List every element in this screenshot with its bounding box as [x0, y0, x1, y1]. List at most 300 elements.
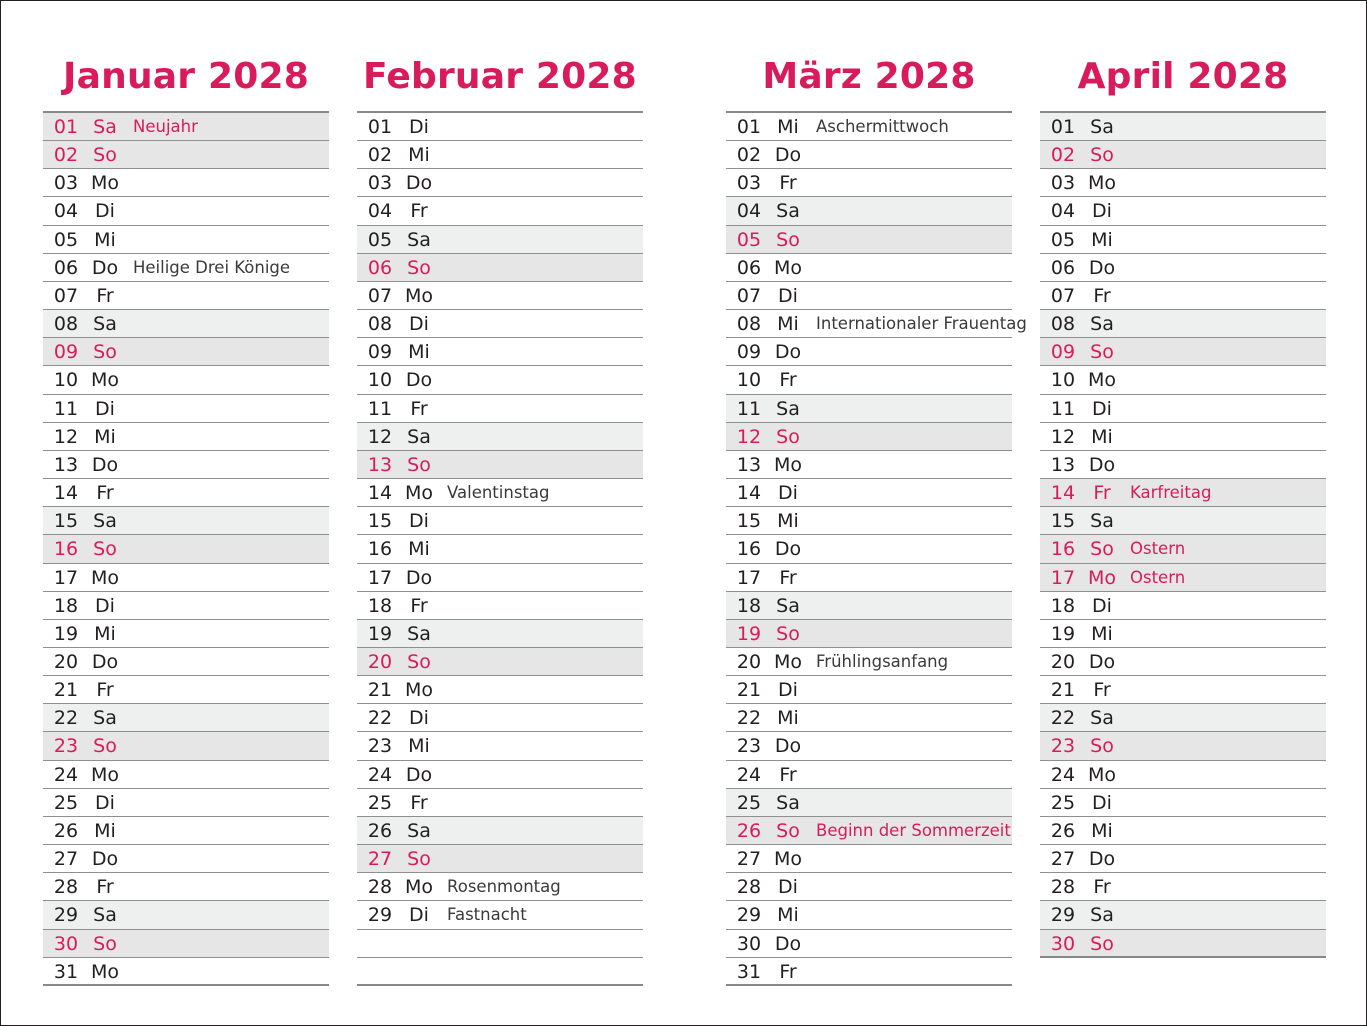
- day-number: 25: [53, 791, 79, 814]
- weekday: Mi: [1091, 622, 1113, 645]
- day-row: [357, 958, 643, 986]
- weekday: Do: [91, 453, 119, 476]
- weekday: So: [1090, 341, 1114, 364]
- day-row: [357, 535, 643, 563]
- day-row: [357, 451, 643, 479]
- day-row: [726, 141, 1012, 169]
- day-row: [726, 338, 1012, 366]
- day-number: 14: [53, 482, 79, 505]
- day-number: 09: [1050, 341, 1076, 364]
- day-row: [1040, 226, 1326, 254]
- weekday: Sa: [1090, 116, 1114, 138]
- day-number: 20: [367, 650, 393, 673]
- day-row: [357, 338, 643, 366]
- day-number: 23: [1050, 735, 1076, 758]
- day-number: 05: [53, 228, 79, 251]
- day-note: Ostern: [1130, 567, 1186, 587]
- day-row: [726, 423, 1012, 451]
- day-row: [1040, 817, 1326, 845]
- day-number: 23: [367, 735, 393, 758]
- weekday: So: [776, 622, 800, 645]
- day-note: Rosenmontag: [447, 877, 561, 897]
- day-row: [43, 366, 329, 394]
- day-number: 23: [736, 735, 762, 758]
- weekday: So: [407, 650, 431, 673]
- weekday: Sa: [776, 791, 800, 814]
- day-number: 10: [367, 369, 393, 392]
- day-row: [1040, 507, 1326, 535]
- day-number: 17: [367, 566, 393, 589]
- weekday: Di: [95, 397, 115, 420]
- day-number: 01: [367, 116, 393, 138]
- day-note: Ostern: [1130, 539, 1186, 559]
- day-row: [43, 141, 329, 169]
- day-row: [43, 873, 329, 901]
- day-number: 08: [1050, 313, 1076, 336]
- weekday: Mi: [94, 228, 116, 251]
- day-row: [43, 197, 329, 225]
- day-row: [357, 817, 643, 845]
- day-list: [357, 111, 643, 986]
- day-note: Frühlingsanfang: [816, 651, 949, 671]
- weekday: Mi: [94, 622, 116, 645]
- day-number: 13: [736, 453, 762, 476]
- weekday: Mo: [1087, 172, 1117, 195]
- day-number: 26: [736, 819, 762, 842]
- day-row: [726, 676, 1012, 704]
- day-number: 25: [736, 791, 762, 814]
- day-number: 12: [1050, 425, 1076, 448]
- day-row: [357, 310, 643, 338]
- weekday: Do: [91, 848, 119, 871]
- day-number: 02: [53, 144, 79, 167]
- weekday: So: [407, 848, 431, 871]
- day-row: [1040, 338, 1326, 366]
- day-row: [726, 366, 1012, 394]
- day-number: 26: [53, 819, 79, 842]
- weekday: Sa: [776, 200, 800, 223]
- day-row: [1040, 564, 1326, 592]
- weekday: Mo: [404, 284, 434, 307]
- day-row: [43, 761, 329, 789]
- weekday: Mo: [90, 763, 120, 786]
- day-row: [726, 648, 1012, 676]
- day-list: [43, 111, 329, 986]
- day-number: 12: [736, 425, 762, 448]
- weekday: Do: [774, 932, 802, 955]
- weekday: Di: [778, 876, 798, 899]
- weekday: Sa: [407, 425, 431, 448]
- day-row: [357, 704, 643, 732]
- day-number: 21: [367, 679, 393, 702]
- day-row: [43, 535, 329, 563]
- day-row: [43, 564, 329, 592]
- weekday: Di: [1092, 791, 1112, 814]
- day-number: 10: [736, 369, 762, 392]
- weekday: Sa: [93, 313, 117, 336]
- weekday: Di: [778, 482, 798, 505]
- weekday: Sa: [1090, 313, 1114, 336]
- day-list: [1040, 111, 1326, 958]
- day-row: [1040, 366, 1326, 394]
- day-number: 11: [1050, 397, 1076, 420]
- day-number: 30: [736, 932, 762, 955]
- weekday: Mo: [90, 172, 120, 195]
- weekday: So: [407, 453, 431, 476]
- day-row: [357, 366, 643, 394]
- day-number: 29: [1050, 904, 1076, 927]
- day-row: [357, 873, 643, 901]
- day-row: [43, 169, 329, 197]
- day-number: 22: [367, 707, 393, 730]
- day-number: 16: [367, 538, 393, 561]
- weekday: Mi: [408, 144, 430, 167]
- day-row: [357, 479, 643, 507]
- day-number: 11: [53, 397, 79, 420]
- day-row: [357, 930, 643, 958]
- weekday: Do: [1088, 650, 1116, 673]
- day-row: [726, 901, 1012, 929]
- weekday: Mi: [1091, 819, 1113, 842]
- day-note: Fastnacht: [447, 905, 527, 925]
- day-row: [1040, 761, 1326, 789]
- day-row: [1040, 732, 1326, 760]
- day-note: Neujahr: [133, 117, 198, 136]
- weekday: Di: [95, 200, 115, 223]
- weekday: Fr: [410, 200, 428, 223]
- day-row: [1040, 169, 1326, 197]
- day-number: 12: [367, 425, 393, 448]
- day-number: 29: [53, 904, 79, 927]
- weekday: Mo: [90, 960, 120, 983]
- day-number: 01: [53, 116, 79, 138]
- day-number: 05: [367, 228, 393, 251]
- day-number: 02: [367, 144, 393, 167]
- day-row: [1040, 197, 1326, 225]
- weekday: Do: [91, 650, 119, 673]
- day-row: [357, 592, 643, 620]
- weekday: Mi: [408, 341, 430, 364]
- day-note: Valentinstag: [447, 483, 550, 503]
- weekday: So: [93, 538, 117, 561]
- day-row: [357, 789, 643, 817]
- weekday: Di: [409, 707, 429, 730]
- weekday: Mi: [1091, 425, 1113, 448]
- day-row: [357, 169, 643, 197]
- day-number: 07: [367, 284, 393, 307]
- day-number: 17: [736, 566, 762, 589]
- weekday: Do: [405, 172, 433, 195]
- weekday: So: [776, 819, 800, 842]
- day-row: [1040, 479, 1326, 507]
- weekday: Mi: [94, 819, 116, 842]
- weekday: Sa: [1090, 510, 1114, 533]
- weekday: Fr: [779, 172, 797, 195]
- day-number: 24: [367, 763, 393, 786]
- weekday: Sa: [93, 116, 117, 138]
- day-row: [1040, 592, 1326, 620]
- day-number: 27: [1050, 848, 1076, 871]
- weekday: Sa: [93, 904, 117, 927]
- day-row: [726, 226, 1012, 254]
- day-row: [43, 704, 329, 732]
- weekday: So: [407, 256, 431, 279]
- day-number: 08: [53, 313, 79, 336]
- day-row: [43, 845, 329, 873]
- day-row: [1040, 704, 1326, 732]
- day-number: 25: [367, 791, 393, 814]
- day-number: 06: [1050, 256, 1076, 279]
- day-number: 07: [736, 284, 762, 307]
- weekday: Do: [405, 763, 433, 786]
- day-number: 14: [736, 482, 762, 505]
- day-number: 09: [53, 341, 79, 364]
- weekday: So: [776, 228, 800, 251]
- weekday: Di: [95, 791, 115, 814]
- day-row: [357, 732, 643, 760]
- weekday: Fr: [96, 482, 114, 505]
- day-number: 06: [53, 256, 79, 279]
- day-number: 18: [1050, 594, 1076, 617]
- day-number: 08: [367, 313, 393, 336]
- weekday: Mo: [404, 876, 434, 899]
- weekday: Do: [1088, 848, 1116, 871]
- weekday: Mi: [408, 538, 430, 561]
- day-number: 24: [736, 763, 762, 786]
- weekday: Do: [405, 369, 433, 392]
- day-row: [357, 423, 643, 451]
- weekday: Fr: [96, 284, 114, 307]
- day-row: [726, 817, 1012, 845]
- weekday: Mo: [90, 369, 120, 392]
- weekday: Mi: [777, 510, 799, 533]
- day-row: [43, 817, 329, 845]
- weekday: Fr: [779, 369, 797, 392]
- weekday: Mo: [773, 650, 803, 673]
- day-number: 15: [53, 510, 79, 533]
- day-row: [43, 451, 329, 479]
- day-row: [357, 197, 643, 225]
- weekday: Do: [774, 341, 802, 364]
- weekday: Mo: [404, 482, 434, 505]
- day-row: [1040, 648, 1326, 676]
- day-number: 10: [1050, 369, 1076, 392]
- weekday: Fr: [96, 876, 114, 899]
- weekday: Di: [1092, 397, 1112, 420]
- weekday: Fr: [1093, 679, 1111, 702]
- day-number: 28: [53, 876, 79, 899]
- day-row: [726, 282, 1012, 310]
- weekday: Di: [778, 284, 798, 307]
- day-number: 09: [736, 341, 762, 364]
- day-row: [357, 648, 643, 676]
- day-row: [43, 507, 329, 535]
- weekday: Mi: [777, 904, 799, 927]
- day-number: 13: [367, 453, 393, 476]
- day-row: [1040, 620, 1326, 648]
- weekday: Sa: [776, 594, 800, 617]
- day-number: 09: [367, 341, 393, 364]
- day-number: 03: [736, 172, 762, 195]
- weekday: Di: [95, 594, 115, 617]
- weekday: Mo: [773, 848, 803, 871]
- day-list: [726, 111, 1027, 986]
- day-row: [726, 564, 1012, 592]
- day-row: [357, 395, 643, 423]
- weekday: Di: [409, 904, 429, 927]
- day-note: Internationaler Frauentag: [816, 314, 1027, 334]
- day-number: 27: [736, 848, 762, 871]
- day-number: 20: [1050, 650, 1076, 673]
- day-number: 04: [1050, 200, 1076, 223]
- day-number: 20: [736, 650, 762, 673]
- day-number: 26: [367, 819, 393, 842]
- weekday: So: [93, 144, 117, 167]
- day-row: [726, 789, 1012, 817]
- day-number: 03: [1050, 172, 1076, 195]
- day-number: 01: [1050, 116, 1076, 138]
- day-row: [726, 197, 1012, 225]
- day-number: 21: [1050, 679, 1076, 702]
- weekday: Mo: [90, 566, 120, 589]
- day-number: 24: [1050, 763, 1076, 786]
- day-number: 13: [53, 453, 79, 476]
- day-number: 11: [367, 397, 393, 420]
- weekday: Mi: [777, 313, 799, 336]
- day-row: [43, 479, 329, 507]
- weekday: Mi: [408, 735, 430, 758]
- day-row: [357, 901, 643, 929]
- day-number: 22: [53, 707, 79, 730]
- day-row: [726, 169, 1012, 197]
- day-number: 05: [1050, 228, 1076, 251]
- weekday: So: [1090, 735, 1114, 758]
- day-number: 17: [53, 566, 79, 589]
- day-row: [357, 761, 643, 789]
- day-row: [1040, 789, 1326, 817]
- day-number: 04: [736, 200, 762, 223]
- day-number: 08: [736, 313, 762, 336]
- day-row: [1040, 845, 1326, 873]
- day-row: [43, 592, 329, 620]
- weekday: Sa: [1090, 707, 1114, 730]
- day-number: 17: [1050, 566, 1076, 589]
- day-number: 03: [367, 172, 393, 195]
- day-row: [726, 310, 1027, 338]
- day-number: 16: [53, 538, 79, 561]
- weekday: Di: [1092, 594, 1112, 617]
- day-number: 18: [53, 594, 79, 617]
- day-note: Aschermittwoch: [816, 117, 949, 136]
- day-row: [357, 507, 643, 535]
- day-row: [357, 845, 643, 873]
- weekday: Fr: [779, 763, 797, 786]
- day-row: [726, 704, 1012, 732]
- day-number: 12: [53, 425, 79, 448]
- day-row: [726, 761, 1012, 789]
- day-row: [726, 535, 1012, 563]
- day-number: 19: [736, 622, 762, 645]
- day-row: [43, 113, 329, 141]
- day-row: [43, 282, 329, 310]
- day-number: 30: [1050, 932, 1076, 955]
- day-row: [43, 423, 329, 451]
- weekday: Sa: [776, 397, 800, 420]
- day-number: 24: [53, 763, 79, 786]
- day-number: 26: [1050, 819, 1076, 842]
- day-row: [726, 873, 1012, 901]
- weekday: So: [93, 932, 117, 955]
- weekday: Sa: [1090, 904, 1114, 927]
- day-number: 02: [1050, 144, 1076, 167]
- day-row: [357, 282, 643, 310]
- day-number: 22: [1050, 707, 1076, 730]
- weekday: Mo: [1087, 369, 1117, 392]
- day-row: [43, 789, 329, 817]
- day-number: 06: [736, 256, 762, 279]
- weekday: Do: [1088, 453, 1116, 476]
- day-number: 11: [736, 397, 762, 420]
- day-row: [1040, 930, 1326, 958]
- day-row: [1040, 423, 1326, 451]
- day-number: 19: [53, 622, 79, 645]
- weekday: Sa: [407, 819, 431, 842]
- weekday: Fr: [96, 679, 114, 702]
- day-row: [357, 141, 643, 169]
- day-row: [1040, 535, 1326, 563]
- day-number: 04: [367, 200, 393, 223]
- weekday: Mo: [1087, 566, 1117, 589]
- weekday: Sa: [407, 228, 431, 251]
- day-number: 19: [367, 622, 393, 645]
- day-row: [357, 564, 643, 592]
- weekday: Di: [778, 679, 798, 702]
- day-number: 15: [367, 510, 393, 533]
- day-number: 10: [53, 369, 79, 392]
- weekday: Fr: [1093, 482, 1111, 505]
- day-row: [726, 113, 1012, 141]
- weekday: So: [1090, 538, 1114, 561]
- day-number: 15: [1050, 510, 1076, 533]
- day-row: [726, 845, 1012, 873]
- day-number: 16: [1050, 538, 1076, 561]
- day-row: [357, 254, 643, 282]
- month-title: April 2028: [1077, 56, 1289, 97]
- day-number: 21: [736, 679, 762, 702]
- day-row: [43, 901, 329, 929]
- day-row: [1040, 395, 1326, 423]
- day-number: 28: [736, 876, 762, 899]
- day-row: [726, 451, 1012, 479]
- weekday: Mi: [1091, 228, 1113, 251]
- weekday: Fr: [410, 791, 428, 814]
- weekday: Sa: [407, 622, 431, 645]
- day-note: Beginn der Sommerzeit: [816, 820, 1011, 840]
- weekday: Sa: [93, 510, 117, 533]
- day-number: 22: [736, 707, 762, 730]
- day-row: [43, 395, 329, 423]
- day-row: [726, 930, 1012, 958]
- day-row: [1040, 141, 1326, 169]
- day-number: 28: [367, 876, 393, 899]
- day-row: [357, 113, 643, 141]
- day-row: [726, 479, 1012, 507]
- day-number: 31: [736, 960, 762, 983]
- weekday: Do: [774, 144, 802, 167]
- day-number: 05: [736, 228, 762, 251]
- weekday: So: [1090, 144, 1114, 167]
- day-number: 20: [53, 650, 79, 673]
